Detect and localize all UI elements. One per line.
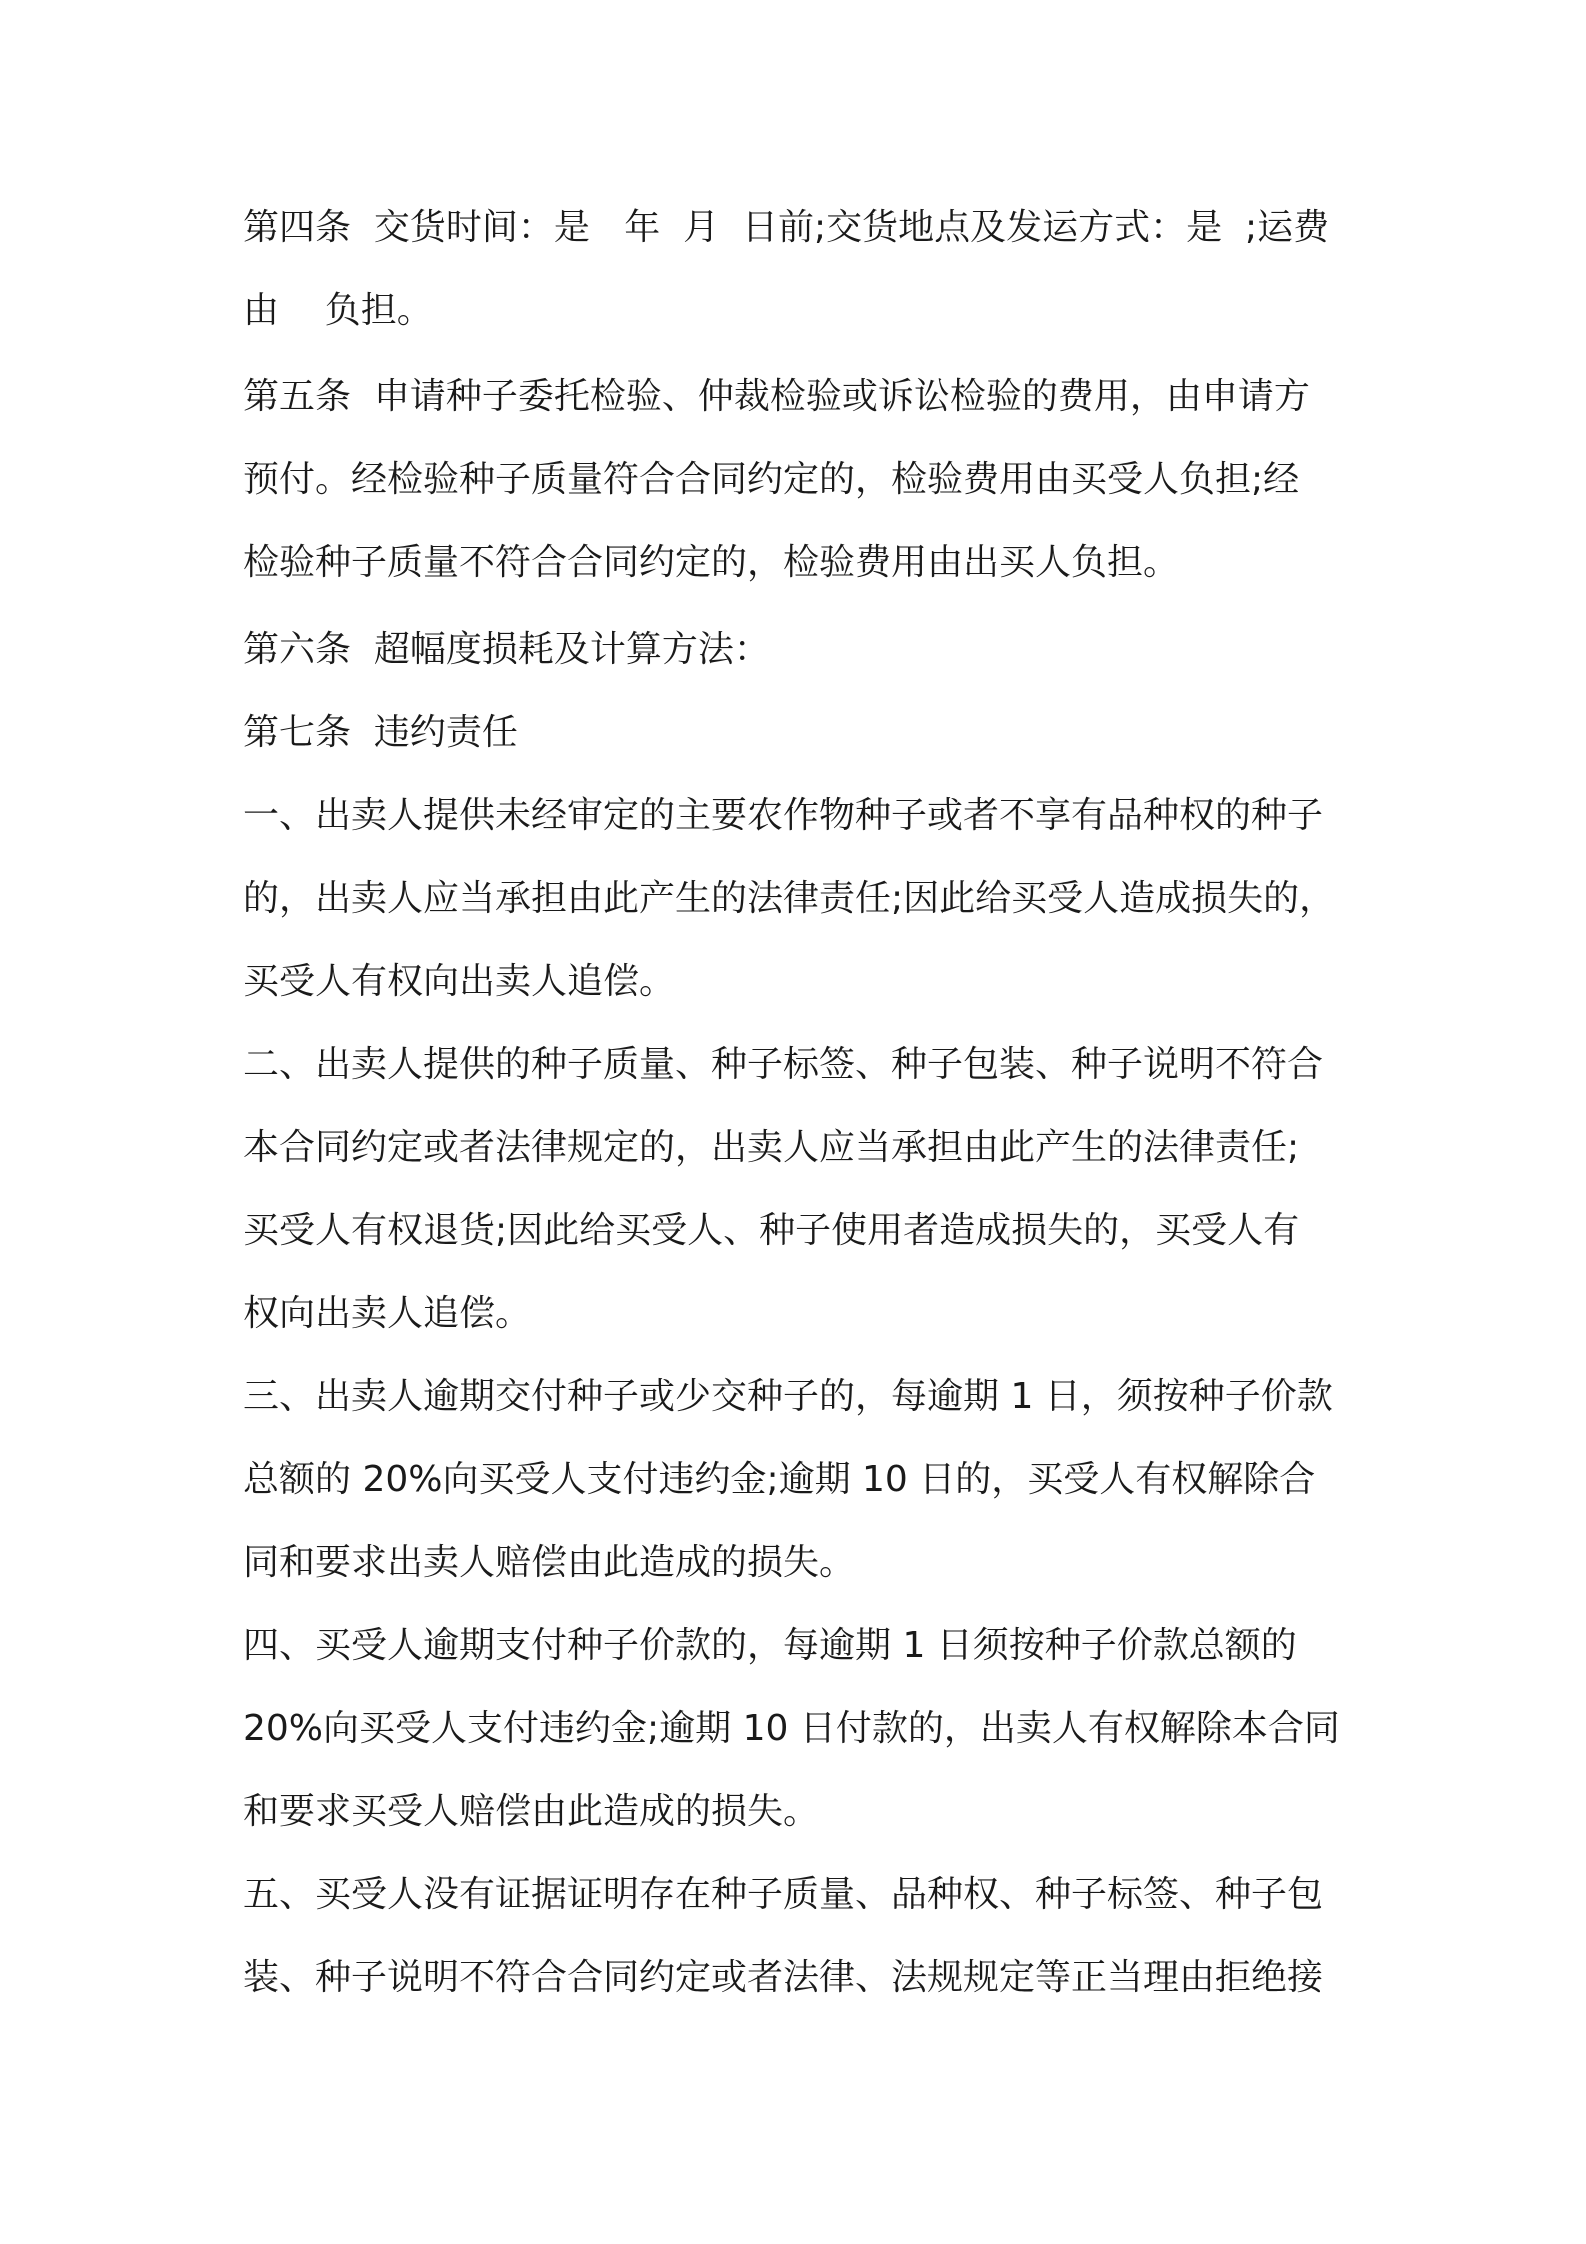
text-line: 同和要求出卖人赔偿由此造成的损失。 [243, 1542, 856, 1583]
text-line: 装、种子说明不符合合同约定或者法律、法规规定等正当理由拒绝接 [243, 1957, 1324, 1998]
text-line: 预付。经检验种子质量符合合同约定的，检验费用由买受人负担;经 [243, 459, 1300, 500]
text-line: 和要求买受人赔偿由此造成的损失。 [243, 1791, 820, 1832]
text-line: 一、出卖人提供未经审定的主要农作物种子或者不享有品种权的种子 [243, 795, 1324, 836]
text-line: 权向出卖人追偿。 [243, 1293, 532, 1334]
text-line: 第五条 申请种子委托检验、仲裁检验或诉讼检验的费用，由申请方 [243, 376, 1310, 417]
text-line: 四、买受人逾期支付种子价款的，每逾期 1 日须按种子价款总额的 [243, 1625, 1297, 1666]
text-line: 第六条 超幅度损耗及计算方法： [243, 629, 770, 670]
text-line: 买受人有权退货;因此给买受人、种子使用者造成损失的，买受人有 [243, 1210, 1300, 1251]
text-line: 20%向买受人支付违约金;逾期 10 日付款的，出卖人有权解除本合同 [243, 1708, 1340, 1749]
text-line: 三、出卖人逾期交付种子或少交种子的，每逾期 1 日，须按种子价款 [243, 1376, 1333, 1417]
text-line: 第七条 违约责任 [243, 712, 518, 753]
text-line: 二、出卖人提供的种子质量、种子标签、种子包装、种子说明不符合 [243, 1044, 1324, 1085]
text-line: 五、买受人没有证据证明存在种子质量、品种权、种子标签、种子包 [243, 1874, 1324, 1915]
text-line: 的，出卖人应当承担由此产生的法律责任;因此给买受人造成损失的， [243, 878, 1336, 919]
text-line: 第四条 交货时间：是 年 月 日前;交货地点及发运方式：是 ;运费 [243, 207, 1330, 248]
text-line: 检验种子质量不符合合同约定的，检验费用由出买人负担。 [243, 542, 1180, 583]
text-line: 由 负担。 [243, 290, 433, 331]
text-line: 总额的 20%向买受人支付违约金;逾期 10 日的，买受人有权解除合 [243, 1459, 1316, 1500]
text-line: 本合同约定或者法律规定的，出卖人应当承担由此产生的法律责任; [243, 1127, 1300, 1168]
text-line: 买受人有权向出卖人追偿。 [243, 961, 676, 1002]
